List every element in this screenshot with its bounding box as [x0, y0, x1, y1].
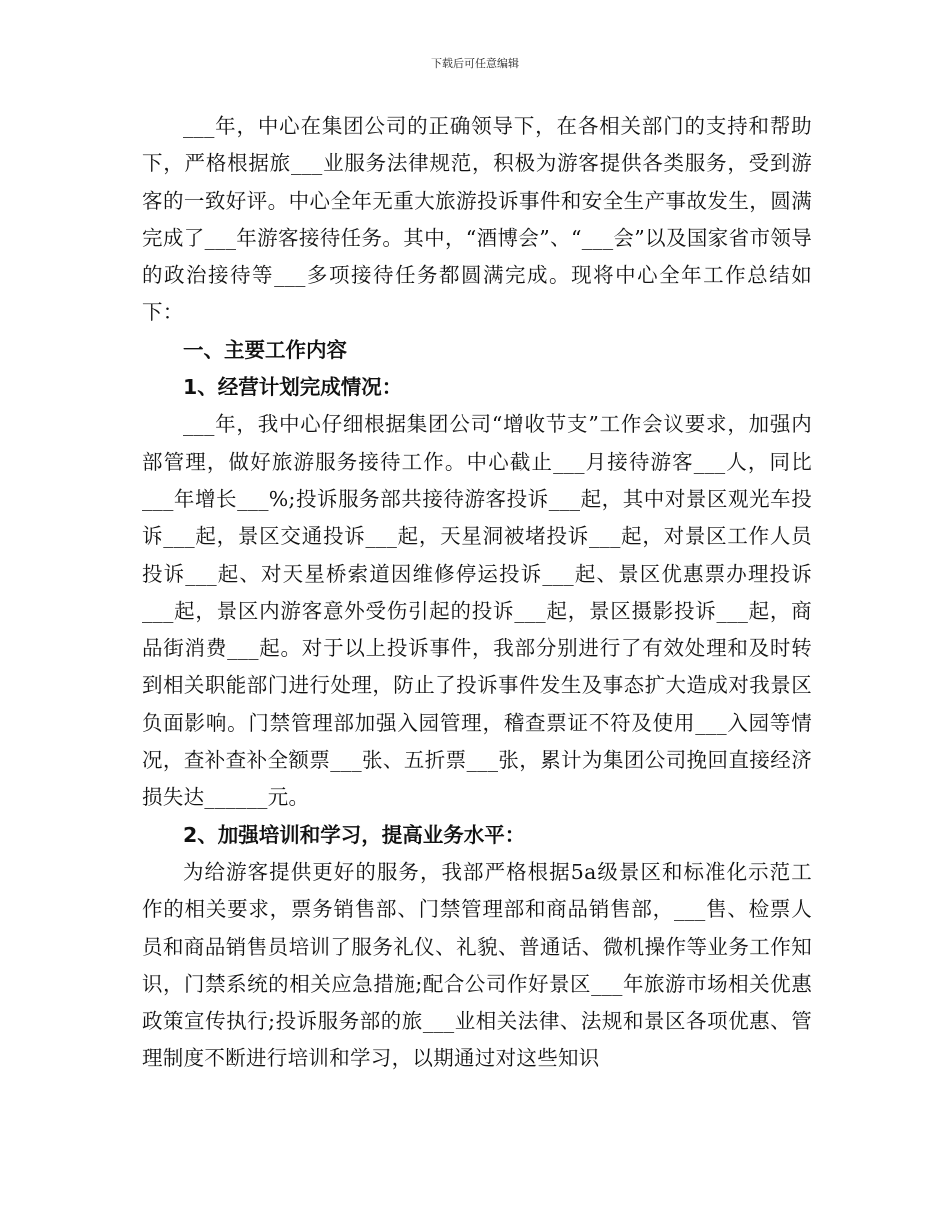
- subheading-training: 2、加强培训和学习，提高业务水平：: [183, 822, 526, 847]
- business-plan-paragraph: ___年，我中心仔细根据集团公司“增收节支”工作会议要求，加强内部管理，做好旅游服务接待工作。中心截止___月接待游客___人，同比___年增长___%;投诉服务部共接待游客投诉___起，其中对景区观光车投诉___起，景区交通投诉___起，天星洞被堵投诉___起，对景区工作人员投诉___起、对天星桥索道因维修停运投诉___起、景区优惠票办理投诉___起，景区内游客意外受伤引起的投诉___起，景区摄影投诉___起，商品街消费___起。对于以上投诉事件，我部分别进行了有效处理和及时转到相关职能部门进行处理，防止了投诉事件发生及事态扩大造成对我景区负面影响。门禁管理部加强入园管理，稽查票证不符及使用___入园等情况，查补查补全额票___张、五折票___张，累计为集团公司挽回直接经济损失达______元。: [142, 412, 812, 810]
- document-body: [142, 108, 812, 1078]
- training-paragraph: 为给游客提供更好的服务，我部严格根据5a级景区和标准化示范工作的相关要求，票务销售部、门禁管理部和商品销售部，___售、检票人员和商品销售员培训了服务礼仪、礼貌、普通话、微机操作等业务工作知识，门禁系统的相关应急措施;配合公司作好景区___年旅游市场相关优惠政策宣传执行;投诉服务部的旅___业相关法律、法规和景区各项优惠、管理制度不断进行培训和学习，以期通过对这些知识: [142, 859, 812, 1071]
- subheading-business-plan: 1、经营计划完成情况：: [183, 375, 403, 400]
- page-header: 下载后可任意编辑: [431, 57, 519, 70]
- intro-paragraph: ___年，中心在集团公司的正确领导下，在各相关部门的支持和帮助下，严格根据旅___业服务法律规范，积极为游客提供各类服务，受到游客的一致好评。中心全年无重大旅游投诉事件和安全生产事故发生，圆满完成了___年游客接待任务。其中，“酒博会”、“___会”以及国家省市领导的政治接待等___多项接待任务都圆满完成。现将中心全年工作总结如下：: [142, 114, 812, 325]
- section-heading-main-work: 一、主要工作内容: [183, 337, 347, 362]
